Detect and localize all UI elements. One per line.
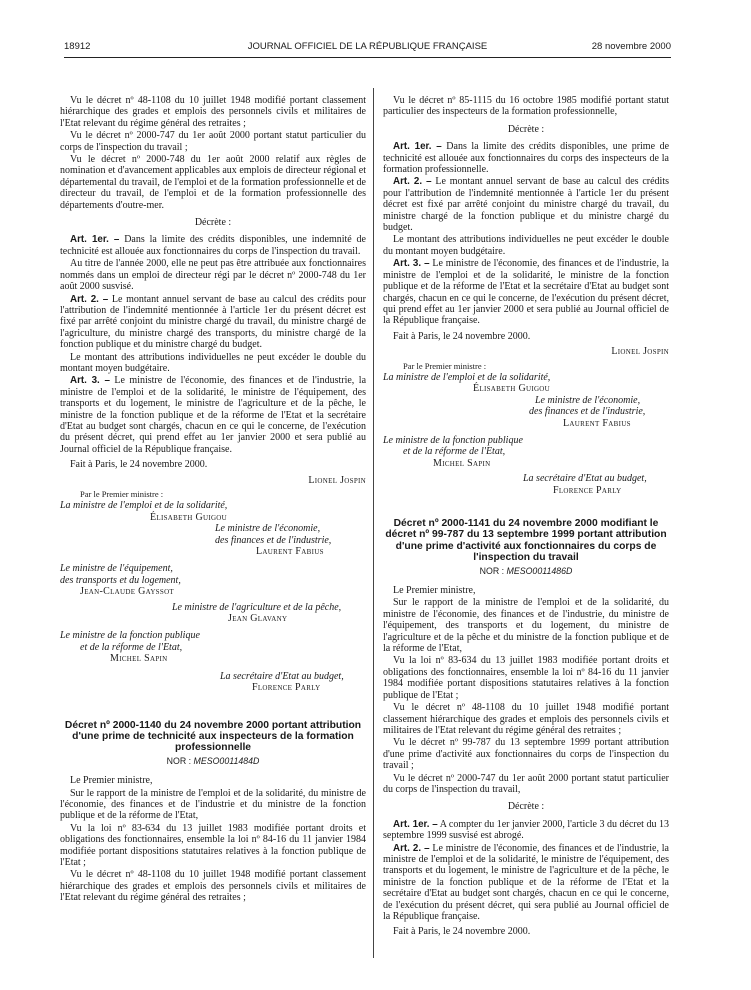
article-2: [383, 843, 669, 923]
minister-title: des finances et de l'industrie,: [529, 406, 646, 418]
decree-title: Décret nº 2000-1141 du 24 novembre 2000 modifiant le décret nº 99-787 du 13 septembre 1999 portant attribution d'une prime d'activité aux fonctionnaires du corps de l'inspection du travail: [385, 518, 667, 564]
minister-title: La secrétaire d'Etat au budget,: [523, 473, 647, 485]
signatory-name: Lionel Jospin: [611, 346, 669, 358]
minister-title: Le ministre de l'économie,: [535, 394, 641, 406]
article-3: [383, 258, 669, 326]
par-le-premier-ministre: Par le Premier ministre :: [403, 360, 487, 371]
article-label: Art. 1er. –: [393, 141, 442, 153]
header-rule: [64, 57, 671, 58]
page-number: 18912: [64, 41, 91, 52]
vu-paragraph: Vu le décret nº 2000-748 du 1er août 2000 relatif aux règles de nomination et d'avancement applicables aux emplois de directeur régional et départemental du travail, de l'emploi et de la formation professionnelle et de directeur du travail, de l'emploi et de la formation professionnelle des départements d'outre-mer.: [60, 154, 366, 211]
minister-title: Le ministre de l'économie,: [215, 523, 321, 535]
visa-paragraph: Vu le décret nº 99-787 du 13 septembre 1999 portant attribution d'une prime d'activité aux fonctionnaires du corps de l'inspection du travail ;: [383, 737, 669, 772]
nor-reference: [383, 566, 669, 577]
minister-title: Le ministre de la fonction publique: [60, 630, 200, 642]
minister-name: Laurent Fabius: [563, 417, 631, 429]
minister-title: La ministre de l'emploi et de la solidarité,: [383, 371, 551, 383]
nor-code: MESO0011486D: [506, 565, 573, 576]
article-paragraph: Le montant des attributions individuelles ne peut excéder le double du montant moyen budgétaire.: [60, 351, 366, 374]
vu-paragraph: Vu le décret nº 2000-747 du 1er août 2000 portant statut particulier du corps de l'inspection du travail ;: [60, 130, 366, 153]
minister-title: des transports et du logement,: [60, 574, 181, 586]
minister-name: Florence Parly: [553, 484, 622, 496]
minister-title: Le ministre de la fonction publique: [383, 434, 523, 446]
signing-place-date: Fait à Paris, le 24 novembre 2000.: [70, 459, 208, 471]
signing-place-date: Fait à Paris, le 24 novembre 2000.: [393, 926, 531, 938]
par-le-premier-ministre: Par le Premier ministre :: [80, 489, 164, 499]
minister-name: Florence Parly: [252, 682, 321, 694]
minister-title: La ministre de l'emploi et de la solidarité,: [60, 500, 228, 512]
article-label: Art. 2. –: [393, 842, 430, 854]
article-label: Art. 1er. –: [393, 818, 438, 830]
journal-title: JOURNAL OFFICIEL DE LA RÉPUBLIQUE FRANÇAISE: [247, 41, 488, 52]
premier-ministre: Le Premier ministre,: [70, 775, 153, 787]
visa-paragraph: Vu le décret nº 48-1108 du 10 juillet 1948 modifié portant classement hiérarchique des grades et emplois des personnels civils et militaires de l'Etat relevant du régime général des retraites ;: [60, 869, 366, 904]
minister-title: Le ministre de l'agriculture et de la pêche,: [172, 601, 342, 613]
minister-name: Élisabeth Guigou: [473, 383, 551, 395]
article-2: [383, 176, 669, 233]
article-label: Art. 1er. –: [70, 234, 120, 246]
minister-name: Jean-Claude Gayssot: [80, 586, 175, 598]
column-divider: [373, 88, 374, 958]
visa-paragraph: Vu la loi nº 83-634 du 13 juillet 1983 modifiée portant droits et obligations des fonctionnaires, ensemble la loi nº 84-16 du 11 janvier 1984 modifiée portant dispositions statutaires relatives à la fonction publique de l'Etat ;: [60, 822, 366, 868]
article-text: Le montant annuel servant de base au calcul des crédits pour l'attribution de l'indemnité mentionnée à l'article 1er du présent décret est fixé par arrêté conjoint du ministre chargé du travail, du ministre chargé de la fonction publique et du ministre chargé du budget.: [383, 176, 670, 234]
page-header: [64, 41, 671, 57]
article-text: Le ministre de l'économie, des finances et de l'industrie, la ministre de l'emploi et de la solidarité, le ministre de la fonction publique et de la réforme de l'Etat et la secrétaire d'Etat au budget sont chargés, chacun en ce qui le concerne, de l'exécution du présent décret, qui prend effet au 1er janvier 2000 et sera publié au Journal officiel de la République française.: [383, 258, 669, 327]
minister-name: Laurent Fabius: [256, 546, 324, 558]
nor-reference: [60, 756, 366, 767]
article-1: [60, 234, 366, 257]
article-label: Art. 3. –: [70, 375, 110, 387]
vu-paragraph: Vu le décret nº 85-1115 du 16 octobre 1985 modifié portant statut particulier des inspecteurs de la formation professionnelle,: [383, 95, 669, 118]
article-paragraph: Au titre de l'année 2000, elle ne peut pas être attribuée aux fonctionnaires nommés dans un emploi de directeur régi par le décret nº 2000-748 du 1er août 2000 susvisé.: [60, 258, 366, 293]
visa-paragraph: Vu le décret nº 2000-747 du 1er août 2000 portant statut particulier du corps de l'inspection du travail,: [383, 772, 669, 795]
minister-name: Jean Glavany: [228, 613, 288, 625]
article-label: Art. 3. –: [393, 258, 430, 270]
minister-title: La secrétaire d'Etat au budget,: [220, 670, 344, 682]
decrete-heading: Décrète :: [194, 217, 232, 229]
nor-label: NOR :: [479, 565, 507, 576]
visa-paragraph: Vu le décret nº 48-1108 du 10 juillet 1948 modifié portant classement hiérarchique des grades et emplois des personnels civils et militaires de l'Etat relevant du régime général des retraites ;: [383, 702, 669, 736]
article-1: [383, 141, 669, 175]
visa-paragraph: Sur le rapport de la ministre de l'emploi et de la solidarité, du ministre de l'économie, des finances et de l'industrie, du ministre de l'équipement, des transports et du logement, du ministre de l'agriculture et de la pêche et du ministre de la fonction publique et de la réforme de l'Etat,: [383, 597, 669, 655]
minister-title: et de la réforme de l'Etat,: [403, 446, 506, 458]
decrete-heading: Décrète :: [507, 801, 545, 813]
right-column: [383, 95, 669, 942]
article-label: Art. 2. –: [393, 176, 432, 188]
decree-title: Décret nº 2000-1140 du 24 novembre 2000 portant attribution d'une prime de technicité aux inspecteurs de la formation professionnelle: [64, 719, 362, 754]
decrete-heading: Décrète :: [507, 123, 545, 135]
issue-date: 28 novembre 2000: [591, 41, 671, 52]
article-text: Dans la limite des crédits disponibles, une prime de technicité est allouée aux fonctionnaires du corps des inspecteurs de la formation professionnelle.: [383, 141, 670, 176]
minister-name: Michel Sapin: [433, 457, 491, 469]
article-paragraph: Le montant des attributions individuelles ne peut excéder le double du montant moyen budgétaire.: [383, 234, 669, 257]
minister-name: Élisabeth Guigou: [150, 511, 228, 523]
vu-paragraph: Vu le décret nº 48-1108 du 10 juillet 1948 modifié portant classement hiérarchique des grades et emplois des personnels civils et militaires de l'Etat relevant du régime général des retraites ;: [60, 95, 366, 129]
minister-title: et de la réforme de l'Etat,: [80, 641, 183, 653]
nor-code: MESO0011484D: [193, 755, 260, 766]
visa-paragraph: Sur le rapport de la ministre de l'emploi et de la solidarité, du ministre de l'économie, des finances et de l'industrie et du ministre de la fonction publique et de la réforme de l'Etat,: [60, 787, 366, 822]
left-column: [60, 95, 366, 905]
article-1: [383, 819, 669, 842]
article-2: [60, 294, 366, 351]
premier-ministre: Le Premier ministre,: [393, 585, 476, 597]
minister-title: Le ministre de l'équipement,: [60, 563, 173, 575]
article-text: Le ministre de l'économie, des finances et de l'industrie, la ministre de l'emploi et de la solidarité, le ministre de l'équipement, des transports et du logement, le ministre de l'agriculture et de la pêche, le ministre de la fonction publique et de la réforme de l'Etat et la secrétaire d'Etat au budget sont chargés, chacun en ce qui le concerne, de l'exécution du présent décret, qui sera publié au Journal officiel de la République française.: [383, 842, 669, 922]
article-text: A compter du 1er janvier 2000, l'article 3 du décret du 13 septembre 1999 susvisé est abrogé.: [383, 818, 669, 842]
signing-place-date: Fait à Paris, le 24 novembre 2000.: [393, 330, 531, 342]
minister-name: Michel Sapin: [110, 653, 168, 665]
minister-title: des finances et de l'industrie,: [215, 534, 332, 546]
signatory-name: Lionel Jospin: [308, 474, 366, 486]
visa-paragraph: Vu la loi nº 83-634 du 13 juillet 1983 modifiée portant droits et obligations des fonctionnaires, ensemble la loi nº 84-16 du 11 janvier 1984 modifiée portant dispositions statutaires relatives à la fonction publique de l'Etat ;: [383, 655, 669, 701]
article-text: Dans la limite des crédits disponibles, une indemnité de technicité est allouée aux fonctionnaires du corps de l'inspection du travail.: [60, 234, 366, 257]
article-3: [60, 375, 366, 455]
article-text: Le montant annuel servant de base au calcul des crédits pour l'attribution de l'indemnité mentionnée à l'article 1er du présent décret est fixé par arrêté conjoint du ministre chargé du travail, du ministre chargé de l'agriculture, du ministre chargé des transports, du ministre chargé de la fonction publique et du ministre chargé du budget.: [60, 293, 367, 351]
article-label: Art. 2. –: [70, 293, 109, 305]
article-text: Le ministre de l'économie, des finances et de l'industrie, la ministre de l'emploi et de la solidarité, le ministre de l'équipement, des transports et du logement, le ministre de l'agriculture et de la pêche, le ministre de la fonction publique et de la réforme de l'Etat et la secrétaire d'Etat au budget sont chargés, chacun en ce qui le concerne, de l'exécution du présent décret, qui prend effet au 1er janvier 2000 et sera publié au Journal officiel de la République française.: [60, 375, 367, 455]
nor-label: NOR :: [166, 755, 194, 766]
